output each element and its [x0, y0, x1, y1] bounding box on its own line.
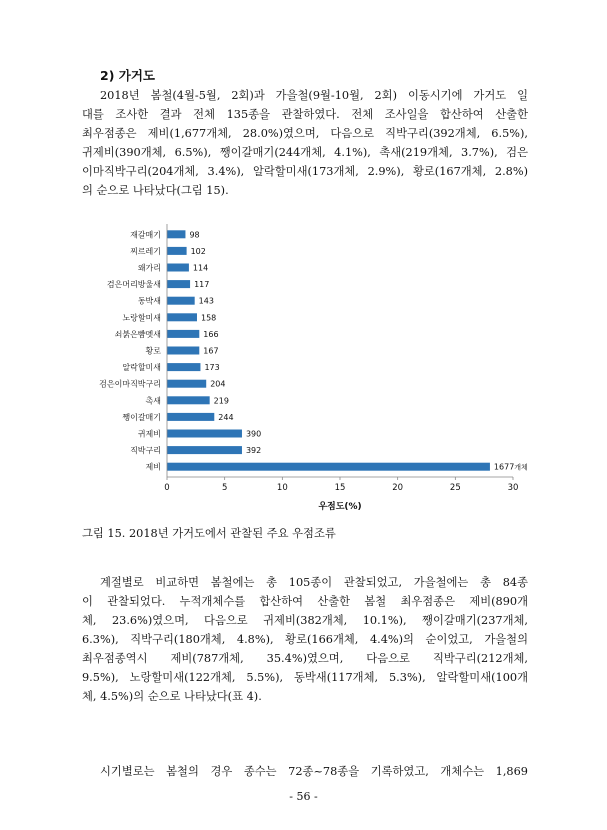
value-number: 244 — [218, 412, 234, 422]
bar-0 — [167, 230, 185, 238]
value-number: 173 — [204, 363, 220, 373]
bar-1 — [167, 247, 187, 255]
value-label — [189, 230, 199, 239]
value-number: 114 — [192, 263, 209, 273]
paragraph-line: 최우점종은 제비(1,677개체, 28.0%)였으며, 다음으로 직박구리(392개체, 6.5%), — [82, 127, 528, 140]
value-label — [201, 313, 216, 322]
bar-11 — [167, 413, 214, 421]
paragraph-seasonal — [82, 573, 528, 706]
bar-9 — [167, 380, 206, 388]
category-label: 황로 — [145, 346, 161, 356]
paragraph-line: 최우점종역시 제비(787개체, 35.4%)였으며, 다음으로 직박구리(212개체, — [82, 652, 528, 665]
value-label — [199, 297, 214, 306]
value-number: 117 — [194, 280, 210, 290]
paragraph-line: 시기별로는 봄철의 경우 종수는 72종~78종을 기록하였고, 개체수는 1,869 — [100, 765, 528, 778]
paragraph-line: 이마직박구리(204개체, 3.4%), 알락할미새(173개체, 2.9%), 황로(167개체, 2.8%) — [82, 165, 528, 178]
bar-3 — [167, 280, 190, 288]
paragraph-line: 이 관찰되었다. 누적개체수를 합산하여 산출한 봄철 최우점종은 제비(890개 — [82, 595, 528, 608]
bar-2 — [167, 264, 189, 272]
category-label: 동박새 — [137, 296, 161, 306]
category-label: 찌르레기 — [130, 246, 161, 256]
bar-5 — [167, 313, 197, 321]
paragraph-periodic — [82, 762, 528, 781]
chart-x-axis-label: 우점도(%) — [318, 502, 362, 512]
dominance-bar-chart — [0, 218, 607, 518]
value-label — [203, 330, 218, 339]
x-tick-label: 25 — [449, 483, 461, 493]
x-tick-label: 5 — [221, 483, 228, 493]
category-label: 알락할미새 — [122, 363, 161, 373]
x-tick-label: 0 — [164, 483, 170, 493]
value-label — [246, 446, 261, 455]
chart-category-labels — [99, 229, 161, 471]
value-label — [210, 380, 225, 389]
value-number: 390 — [245, 429, 262, 439]
value-label — [194, 280, 209, 289]
value-number: 167 — [203, 346, 219, 356]
category-label: 검은이마직박구리 — [99, 379, 161, 389]
section-heading: 2) 가거도 — [100, 68, 155, 83]
value-number: 143 — [198, 296, 214, 306]
value-number: 204 — [210, 379, 226, 389]
paragraph-line: 대를 조사한 결과 전체 135종을 관찰하였다. 전체 조사일을 합산하여 산출한 — [82, 108, 528, 121]
value-number: 166 — [203, 329, 219, 339]
category-label: 재갈매기 — [130, 230, 161, 240]
bar-7 — [167, 347, 199, 355]
value-label — [204, 363, 219, 372]
value-number: 102 — [190, 246, 206, 256]
value-label — [246, 430, 261, 439]
category-label: 귀제비 — [137, 429, 161, 439]
category-label: 쇠붉은뺨멧새 — [114, 329, 161, 339]
paragraph-line: 체, 4.5%)의 순으로 나타났다(표 4). — [82, 690, 262, 703]
value-label — [193, 264, 208, 273]
value-number: 98 — [189, 230, 200, 240]
bar-6 — [167, 330, 199, 338]
paragraph-line: 체, 23.6%)였으며, 다음으로 귀제비(382개체, 10.1%), 쨍이갈매기(237개체, — [82, 614, 528, 627]
bar-14 — [167, 463, 490, 471]
category-label: 왜가리 — [137, 263, 161, 273]
category-label: 노랑할미새 — [122, 313, 161, 323]
paragraph-summary — [82, 86, 528, 200]
value-label — [214, 396, 229, 405]
x-tick-label: 15 — [334, 483, 346, 493]
value-label — [191, 247, 206, 256]
bar-12 — [167, 430, 242, 438]
value-label — [218, 413, 233, 422]
x-tick-label: 30 — [507, 483, 519, 493]
paragraph-line: 계절별로 비교하면 봄철에는 총 105종이 관찰되었고, 가을철에는 총 84종 — [100, 576, 528, 589]
bar-10 — [167, 396, 210, 404]
value-unit: 개체 — [514, 463, 528, 472]
value-number: 392 — [245, 446, 262, 456]
x-tick-label: 10 — [276, 483, 288, 493]
paragraph-line: 9.5%), 노랑할미새(122개체, 5.5%), 동박새(117개체, 5.3%), 알락할미새(100개 — [82, 671, 528, 684]
category-label: 직박구리 — [130, 446, 161, 456]
bar-4 — [167, 297, 195, 305]
value-label — [203, 347, 218, 356]
bar-8 — [167, 363, 200, 371]
value-number: 219 — [213, 396, 229, 406]
category-label: 검은머리방울새 — [106, 280, 161, 290]
paragraph-line: 2018년 봄철(4월-5월, 2회)과 가을철(9월-10월, 2회) 이동시기에 가거도 일 — [100, 89, 528, 102]
paragraph-line: 의 순으로 나타났다(그림 15). — [82, 184, 229, 197]
category-label: 쨍이갈매기 — [122, 412, 161, 422]
figure-caption: 그림 15. 2018년 가거도에서 관찰된 주요 우점조류 — [82, 527, 336, 540]
value-number: 1677 — [493, 462, 515, 472]
page-number: - 56 - — [289, 790, 318, 803]
bar-13 — [167, 446, 242, 454]
x-tick-label: 20 — [392, 483, 404, 493]
paragraph-line: 6.3%), 직박구리(180개체, 4.8%), 황로(166개체, 4.4%)의 순이었고, 가을철의 — [82, 633, 528, 646]
category-label: 제비 — [145, 462, 161, 472]
value-label — [494, 463, 528, 472]
paragraph-line: 귀제비(390개체, 6.5%), 쨍이갈매기(244개체, 4.1%), 촉새(219개체, 3.7%), 검은 — [82, 146, 528, 159]
value-number: 158 — [200, 313, 217, 323]
category-label: 촉새 — [145, 396, 161, 406]
